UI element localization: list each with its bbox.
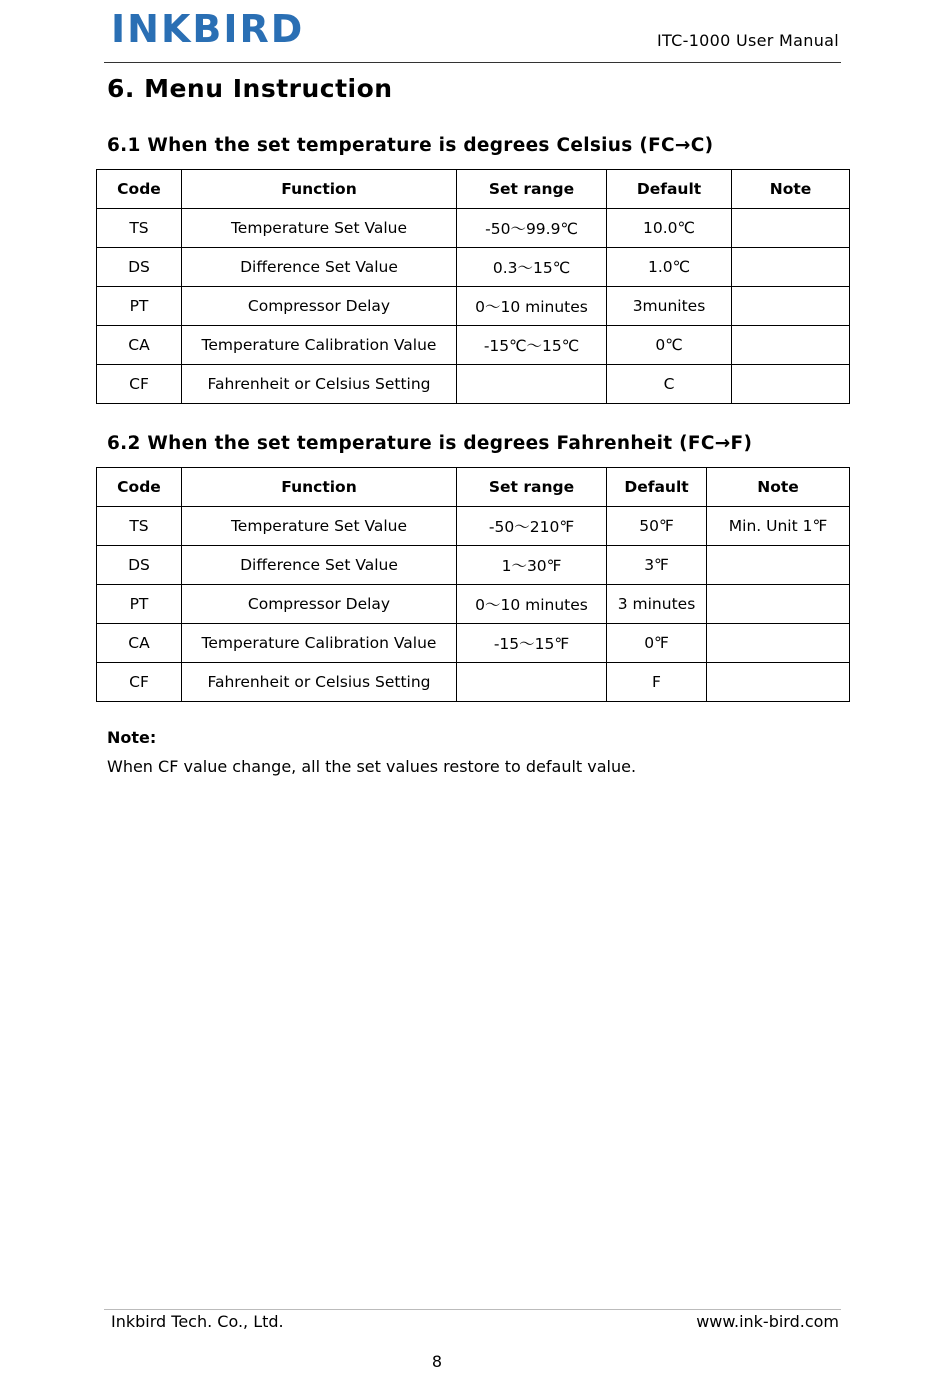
cell-function: Temperature Calibration Value [182,326,457,365]
table-row [97,585,850,624]
cell-set-range: -50～99.9℃ [457,209,607,248]
cell-code: CA [97,326,182,365]
cell-code: TS [97,209,182,248]
table-row [97,287,850,326]
footer-company: Inkbird Tech. Co., Ltd. [111,1312,284,1331]
cell-function: Temperature Set Value [182,209,457,248]
cell-set-range: 0～10 minutes [457,585,607,624]
cell-set-range [457,663,607,702]
cell-set-range: 0～10 minutes [457,287,607,326]
cell-code: CF [97,663,182,702]
table-row [97,209,850,248]
table-header-row [97,170,850,209]
cell-set-range: 0.3～15℃ [457,248,607,287]
logo-text: INKBIRD [111,7,305,51]
cell-default: 3munites [607,287,732,326]
column-header-default: Default [607,170,732,209]
cell-note: Min. Unit 1℉ [707,507,850,546]
section-title: 6. Menu Instruction [107,74,393,103]
table-row [97,248,850,287]
cell-note [732,365,850,404]
table-header-row [97,468,850,507]
cell-function: Temperature Calibration Value [182,624,457,663]
cell-set-range: 1～30℉ [457,546,607,585]
table-row [97,624,850,663]
cell-default: 10.0℃ [607,209,732,248]
column-header-set-range: Set range [457,170,607,209]
cell-code: DS [97,248,182,287]
cell-code: CF [97,365,182,404]
column-header-note: Note [707,468,850,507]
cell-function: Compressor Delay [182,585,457,624]
cell-code: PT [97,585,182,624]
cell-code: DS [97,546,182,585]
celsius-section-title: 6.1 When the set temperature is degrees Celsius (FC→C) [107,135,714,156]
table-row [97,507,850,546]
cell-note [732,248,850,287]
table-row [97,326,850,365]
page-number: 8 [431,1352,443,1371]
manual-title: ITC-1000 User Manual [657,31,839,50]
footer-divider [104,1309,841,1310]
cell-default: 3 minutes [607,585,707,624]
cell-function: Compressor Delay [182,287,457,326]
note-text: When CF value change, all the set values restore to default value. [107,757,637,776]
column-header-set-range: Set range [457,468,607,507]
cell-code: PT [97,287,182,326]
cell-function: Fahrenheit or Celsius Setting [182,663,457,702]
cell-function: Fahrenheit or Celsius Setting [182,365,457,404]
column-header-note: Note [732,170,850,209]
cell-default: 50℉ [607,507,707,546]
footer-url: www.ink-bird.com [696,1312,839,1331]
column-header-function: Function [182,170,457,209]
cell-default: 3℉ [607,546,707,585]
cell-note [707,624,850,663]
cell-set-range [457,365,607,404]
cell-note [732,209,850,248]
cell-default: F [607,663,707,702]
cell-set-range: -15℃～15℃ [457,326,607,365]
cell-note [707,663,850,702]
column-header-default: Default [607,468,707,507]
cell-set-range: -50～210℉ [457,507,607,546]
cell-default: 1.0℃ [607,248,732,287]
fahrenheit-section-title: 6.2 When the set temperature is degrees Fahrenheit (FC→F) [107,433,753,454]
cell-default: 0℉ [607,624,707,663]
column-header-function: Function [182,468,457,507]
cell-code: TS [97,507,182,546]
cell-function: Difference Set Value [182,248,457,287]
inkbird-logo [111,8,304,50]
table-row [97,546,850,585]
note-label: Note: [107,728,157,747]
celsius-menu-table [96,169,850,404]
cell-note [732,326,850,365]
cell-code: CA [97,624,182,663]
cell-set-range: -15～15℉ [457,624,607,663]
table-row [97,663,850,702]
column-header-code: Code [97,468,182,507]
table-row [97,365,850,404]
fahrenheit-menu-table [96,467,850,702]
cell-default: C [607,365,732,404]
cell-note [707,546,850,585]
cell-function: Difference Set Value [182,546,457,585]
cell-default: 0℃ [607,326,732,365]
cell-note [707,585,850,624]
cell-function: Temperature Set Value [182,507,457,546]
column-header-code: Code [97,170,182,209]
cell-note [732,287,850,326]
header-divider [104,62,841,63]
